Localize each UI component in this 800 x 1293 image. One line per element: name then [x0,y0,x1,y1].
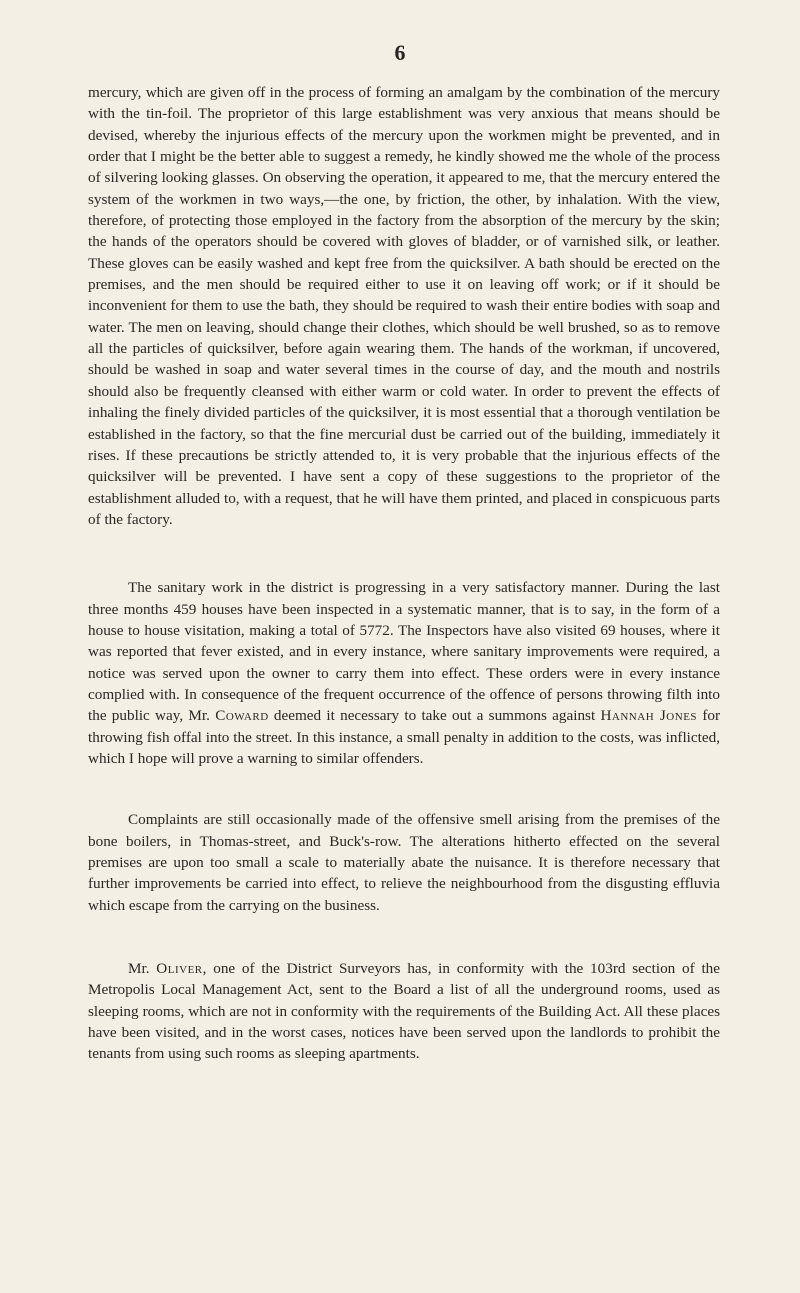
paragraph-mercury-precautions [88,82,720,530]
paragraph-bone-boilers [88,809,720,916]
paragraph-underground-text-b: , one of the District Surveyors has, in conformity with the 103rd section of the Metropolis Local Management Act, sent to the Board a list of all the underground rooms, used as sleeping rooms, which are not in conformity with the requirements of the Building Act. All these places have been visited, and in the worst cases, notices have been served upon the landlords to prohibit the tenants from using such rooms as sleeping apartments. [88,960,720,1063]
paragraph-sanitary-text-a: The sanitary work in the district is progressing in a very satisfactory manner. During the last three months 459 houses have been inspected in a systematic manner, that is to say, in the form of a house to house visitation, making a total of 5772. The Inspectors have also visited 69 houses, where it was reported that fever existed, and in every instance, where sanitary improvements were required, a notice was served upon the owner to carry them into effect. These orders were in every instance complied with. In consequence of the frequent occurrence of the offence of persons throwing filth into the public way, Mr. [88,579,720,725]
person-name-coward: Coward [215,707,269,725]
paragraph-sanitary-work [88,577,720,769]
person-name-hannah-jones: Hannah Jones [600,707,698,725]
paragraph-underground-text-a: Mr. [128,960,150,978]
paragraph-sanitary-text-b: deemed it necessary to take out a summons against [273,707,596,725]
paragraph-mercury-text: mercury, which are given off in the process of forming an amalgam by the combination of the mercury with the tin-foil. The proprietor of this large establishment was very anxious that means should be devised, whereby the injurious effects of the mercury upon the workmen might be prevented, and in order that I might be the better able to suggest a remedy, he kindly showed me the whole of the process of silvering looking glasses. On observing the operation, it appeared to me, that the mercury entered the system of the workmen in two ways,—the one, by friction, the other, by inhalation. With the view, therefore, of protecting those employed in the factory from the absorption of the mercury by the skin; the hands of the operators should be covered with gloves of bladder, or of varnished silk, or leather. These gloves can be easily washed and kept free from the quicksilver. A bath should be erected on the premises, and the men should be required either to use it on leaving off work; or if it should be inconvenient for them to use the bath, they should be required to wash their entire bodies with soap and water. The men on leaving, should change their clothes, which should be well brushed, so as to remove all the particles of quicksilver, before again wearing them. The hands of the workman, if uncovered, should be washed in soap and water several times in the course of day, and the mouth and nostrils should also be frequently cleansed with either warm or cold water. In order to prevent the effects of inhaling the finely divided particles of the quicksilver, it is most essential that a thorough ventilation be established in the factory, so that the fine mercurial dust be carried out of the building, immediately it rises. If these precautions be strictly attended to, it is very probable that the injurious effects of the quicksilver will be prevented. I have sent a copy of these suggestions to the proprietor of the establishment alluded to, with a request, that he will have them printed, and placed in conspicuous parts of the factory. [88,84,720,528]
paragraph-sanitary-text-c: for throwing fish offal into the street. In this instance, a small penalty in addition to the costs, was inflicted, which I hope will prove a warning to similar offenders. [88,707,721,767]
page-number: 6 [394,40,406,65]
paragraph-bone-boilers-text: Complaints are still occasionally made of the offensive smell arising from the premises of the bone boilers, in Thomas-street, and Buck's-row. The alterations hitherto effected on the several premises are upon too small a scale to materially abate the nuisance. It is therefore necessary that further improvements be carried into effect, to relieve the neighbourhood from the disgusting effluvia which escape from the carrying on the business. [88,811,720,914]
paragraph-underground-rooms [88,958,720,1065]
person-name-oliver: Oliver [156,960,203,978]
body-text [88,82,720,1065]
